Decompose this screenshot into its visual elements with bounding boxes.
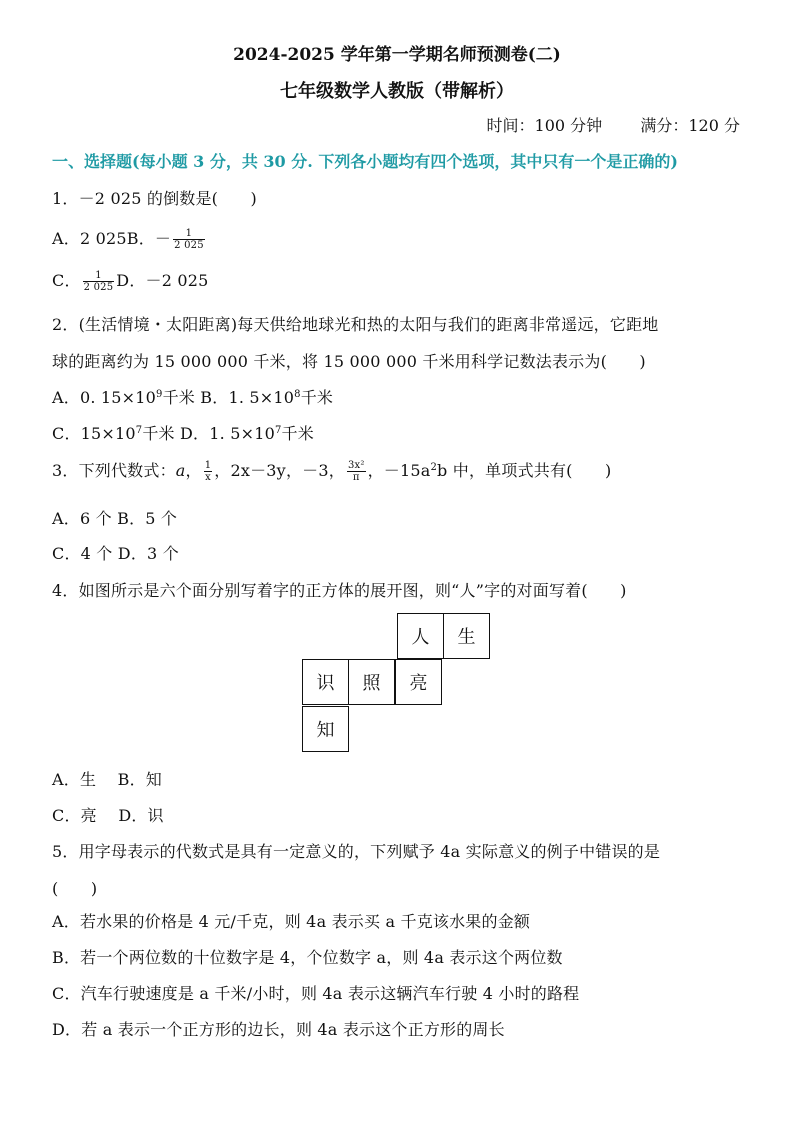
fraction: $\frac{1}{2 025}$: [83, 270, 114, 293]
question-3-options-cd: C．4 个 D．3 个: [52, 544, 179, 563]
question-5-option-c: C．汽车行驶速度是 a 千米/小时，则 4a 表示这辆汽车行驶 4 小时的路程: [52, 984, 580, 1003]
question-5-line-2: ( ): [52, 879, 98, 898]
question-4-options-cd: C．亮 D．识: [52, 806, 164, 825]
fraction: $\frac{1}{2 025}$: [174, 228, 204, 251]
fraction: $\frac{1}{x}$: [204, 460, 212, 483]
question-2-line-2: 球的距离约为 15 000 000 千米，将 15 000 000 千米用科学记数法表示为( ): [52, 352, 646, 371]
net-cell-zhi: 知: [302, 706, 349, 752]
net-cell-zhao: 照: [348, 659, 395, 705]
question-1-options-cd: C． $\frac{1}{2 025}$ D．－2 025: [52, 270, 209, 293]
question-2-options-cd: C．$15\times 10^7$千米 D．1. $5\times 10^7$千米: [52, 424, 314, 443]
net-cell-sheng: 生: [443, 613, 490, 659]
net-cell-liang: 亮: [395, 659, 442, 705]
exam-meta: [487, 113, 740, 136]
total-score: 满分：120 分: [640, 116, 740, 135]
exam-title: 2024-2025 学年第一学期名师预测卷(二): [233, 45, 561, 65]
fraction: $\frac{\text{3x²}}{\pi}$: [347, 460, 365, 483]
net-cell-shi: 识: [302, 659, 349, 705]
question-4-options-ab: A．生 B．知: [52, 770, 162, 789]
question-5-option-b: B．若一个两位数的十位数字是 4，个位数字 a，则 4a 表示这个两位数: [52, 948, 563, 967]
question-1-options-ab: A．2 025B．－ $\frac{1}{2 025}$: [52, 228, 204, 251]
question-3-options-ab: A．6 个 B．5 个: [52, 509, 178, 528]
exam-subtitle: 七年级数学人教版（带解析）: [280, 81, 514, 102]
question-5-option-d: D．若 a 表示一个正方形的边长，则 4a 表示这个正方形的周长: [52, 1020, 505, 1039]
time-limit: 时间：100 分钟: [486, 116, 603, 135]
question-5-option-a: A．若水果的价格是 4 元/千克，则 4a 表示买 a 千克该水果的金额: [52, 912, 531, 931]
question-1-stem: 1．－2 025 的倒数是( ): [52, 189, 257, 208]
section-title: 一、选择题(每小题 3 分，共 30 分. 下列各小题均有四个选项，其中只有一个是正确的): [52, 152, 678, 171]
net-cell-ren: 人: [397, 613, 444, 659]
question-3-stem: 3．下列代数式：a， $\frac{1}{x}$ ，2x－3y，－3， $\frac{\text{3x²}}{\pi}$ ，$-15a^2b$ 中，单项式共有( ): [52, 460, 612, 483]
question-2-options-ab: A．0. $15\times 10^9$千米 B．1. $5\times 10^8$千米: [52, 388, 334, 407]
question-2-line-1: 2．(生活情境・太阳距离)每天供给地球光和热的太阳与我们的距离非常遥远，它距地: [52, 315, 659, 334]
question-5-line-1: 5．用字母表示的代数式是具有一定意义的，下列赋予 4a 实际意义的例子中错误的是: [52, 842, 661, 861]
question-4-stem: 4．如图所示是六个面分别写着字的正方体的展开图，则“人”字的对面写着( ): [52, 581, 627, 600]
